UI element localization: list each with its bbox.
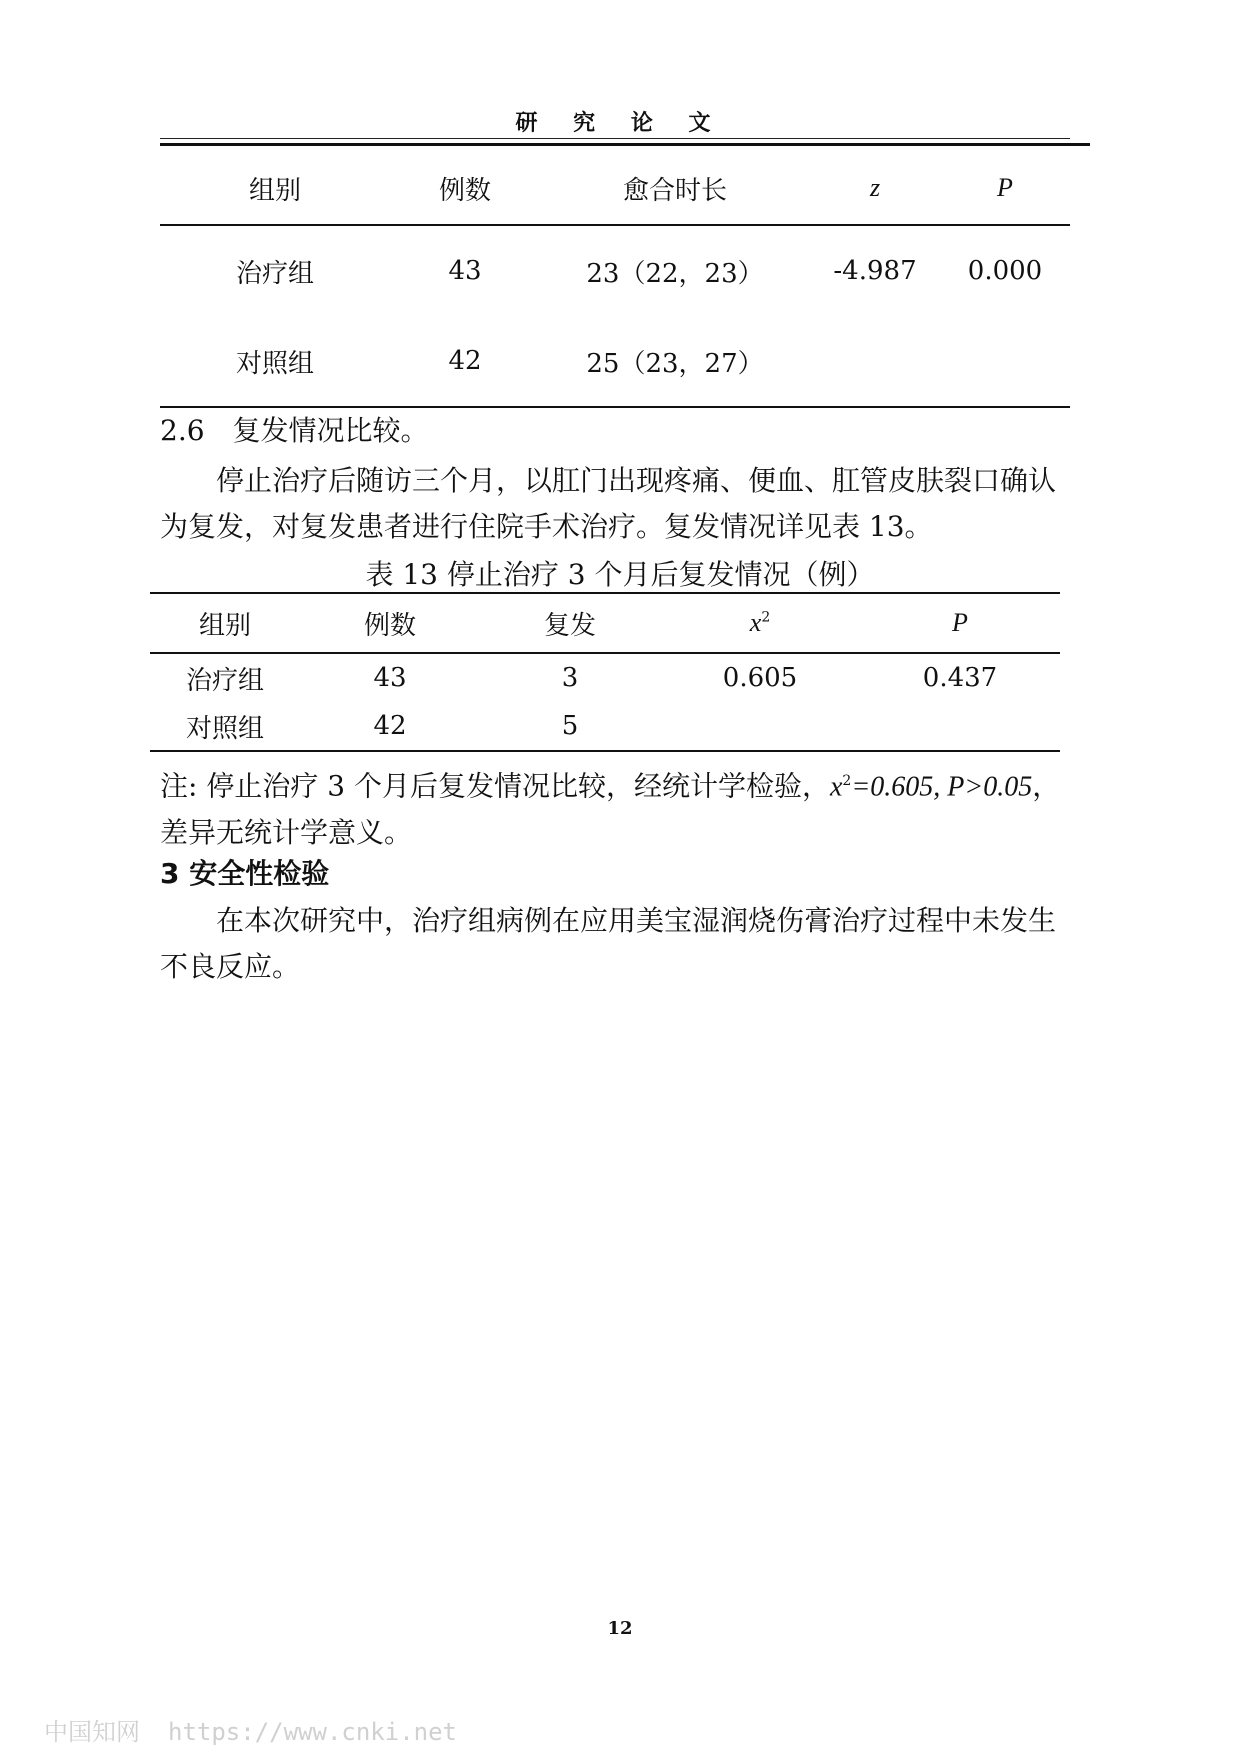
table-13-caption: 表 13 停止治疗 3 个月后复发情况（例） [365, 558, 875, 591]
watermark-brand: 中国知网 [44, 1718, 140, 1746]
table-header-row [160, 152, 1070, 225]
table-row [150, 702, 1060, 751]
table-cell [660, 702, 860, 751]
table-cell: 5 [561, 711, 579, 741]
note-chi-symbol: x [829, 771, 843, 803]
column-header-group: 组别 [198, 610, 251, 641]
table-cell: 23（22，23） [586, 258, 764, 289]
header-rule-thick [160, 143, 1090, 146]
table-cell: 42 [373, 711, 407, 741]
column-header-p: P [952, 608, 968, 637]
note-suffix: ， [1032, 769, 1061, 803]
note-chi-superscript: 2 [842, 773, 852, 789]
table-header-row [150, 593, 1060, 653]
chi-superscript: 2 [761, 609, 771, 626]
running-header-title: 研 究 论 文 [515, 110, 725, 136]
table-cell: 43 [373, 663, 407, 693]
section-heading-3: 3 安全性检验 [160, 857, 330, 890]
table-13-note [160, 758, 1080, 856]
table-cell: 对照组 [235, 348, 314, 379]
column-header-count: 例数 [438, 175, 491, 206]
column-header-healing-time: 愈合时长 [622, 175, 727, 206]
page-number: 12 [607, 1618, 633, 1639]
note-line-2: 差异无统计学意义。 [160, 816, 413, 850]
watermark-url: https://www.cnki.net [168, 1718, 457, 1746]
section-3-paragraph: 在本次研究中，治疗组病例在应用美宝湿润烧伤膏治疗过程中未发生不良反应。 [160, 904, 1057, 983]
table-cell: 0.437 [922, 663, 998, 693]
table-row [160, 225, 1070, 316]
table-cell: 治疗组 [185, 665, 264, 696]
note-prefix: 注: 停止治疗 3 个月后复发情况比较，经统计学检验， [160, 769, 830, 803]
table-cell: -4.987 [833, 256, 917, 286]
chi-symbol: x [749, 608, 762, 637]
column-header-count: 例数 [363, 610, 416, 641]
table-cell: 42 [448, 346, 482, 376]
table-row [150, 653, 1060, 702]
table-cell: 对照组 [185, 713, 264, 744]
healing-time-table [160, 152, 1070, 408]
section-heading-2-6: 2.6 复发情况比较。 [160, 414, 429, 447]
table-cell: 25（23，27） [586, 348, 764, 379]
table-row [160, 316, 1070, 407]
table-cell: 0.605 [722, 663, 798, 693]
table-cell [810, 316, 940, 407]
column-header-p: P [997, 173, 1013, 202]
cnki-watermark [44, 1712, 457, 1747]
section-2-6-paragraph: 停止治疗后随访三个月，以肛门出现疼痛、便血、肛管皮肤裂口确认为复发，对复发患者进行住院手术治疗。复发情况详见表 13。 [160, 464, 1057, 543]
table-cell: 3 [561, 663, 579, 693]
table-cell: 治疗组 [235, 258, 314, 289]
column-header-z: z [869, 173, 881, 202]
recurrence-table [150, 592, 1060, 752]
note-statistic: =0.605, P>0.05 [851, 771, 1033, 803]
column-header-group: 组别 [248, 175, 301, 206]
column-header-recurrence: 复发 [543, 610, 596, 641]
table-cell: 0.000 [967, 256, 1043, 286]
table-cell [940, 316, 1070, 407]
column-header-chi-square [660, 593, 860, 653]
header-rule-thin [160, 138, 1070, 139]
table-cell [860, 702, 1060, 751]
table-cell: 43 [448, 256, 482, 286]
